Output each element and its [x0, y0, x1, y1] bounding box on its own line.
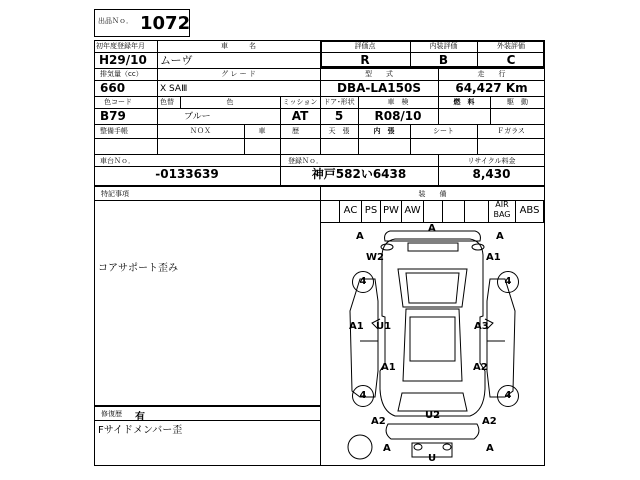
damage-mark: U [428, 453, 437, 464]
label-color-swap: 色替 [160, 98, 174, 106]
equipment-item: ABS [516, 200, 544, 222]
repair-label: 修復歴 [101, 410, 122, 418]
label-drive: 駆 動 [507, 98, 528, 106]
equipment-item [465, 200, 489, 222]
value-interior-grade: B [438, 53, 449, 67]
equipment-label: 装 備 [418, 190, 447, 198]
equipment-item: AW [402, 200, 424, 222]
damage-mark: A3 [474, 321, 489, 332]
value-grade: X SAⅢ [160, 84, 188, 94]
value-model: DBA-LA150S [337, 81, 421, 95]
label-history-2: 歴 [292, 127, 299, 135]
equipment-item: AIR BAG [489, 200, 516, 222]
tire-tread-mark: 4 [352, 271, 374, 293]
value-mission: AT [291, 109, 309, 123]
tire-tread-mark: 4 [497, 385, 519, 407]
damage-mark: A2 [371, 416, 386, 427]
label-interior-trim: 内 張 [373, 127, 395, 135]
label-seat: シート [433, 127, 454, 135]
label-nox: ＮＯＸ [190, 127, 211, 135]
value-chassis-no: -0133639 [155, 167, 219, 181]
value-displacement: 660 [100, 81, 126, 95]
label-model: 型 式 [365, 70, 393, 78]
damage-mark: A [496, 231, 504, 242]
label-inspection: 車 検 [387, 98, 409, 106]
equipment-item: PW [381, 200, 402, 222]
label-car-name: 車 名 [221, 42, 256, 50]
damage-mark: A [383, 443, 391, 454]
label-exterior-grade: 外装評価 [497, 42, 525, 50]
label-chassis-no: 車台Ｎｏ． [100, 157, 135, 165]
label-color-code: 色コード [104, 98, 132, 106]
label-history-1: 車 [258, 127, 266, 135]
equipment-item: AC [340, 200, 362, 222]
damage-mark: A1 [349, 321, 364, 332]
repair-text: Fサイドメンバー歪 [98, 425, 183, 436]
damage-mark: A1 [486, 252, 501, 263]
value-recycle-fee: 8,430 [472, 167, 511, 181]
damage-mark: U1 [376, 321, 392, 332]
value-exterior-grade: C [506, 53, 516, 67]
equipment-item [321, 200, 340, 222]
damage-mark: U2 [425, 410, 441, 421]
repair-panel [94, 406, 321, 466]
label-ceiling: 天 張 [328, 127, 350, 135]
label-score: 評価点 [354, 42, 376, 50]
tire-tread-mark: 4 [497, 271, 519, 293]
equipment-item [443, 200, 465, 222]
label-mission: ミッション [282, 98, 318, 106]
tire-tread-mark: 4 [352, 385, 374, 407]
equipment-item: PS [362, 200, 381, 222]
damage-mark: A [486, 443, 494, 454]
value-inspection: R08/10 [374, 109, 422, 123]
damage-mark: A [428, 223, 436, 234]
damage-mark: A2 [473, 362, 488, 373]
value-color: ブルー [184, 112, 211, 122]
label-recycle-fee: リサイクル料金 [467, 157, 516, 165]
value-score: R [360, 53, 370, 67]
value-color-code: B79 [100, 109, 126, 123]
label-front-glass: Ｆガラス [497, 127, 525, 135]
label-mileage: 走 行 [477, 70, 506, 78]
remarks-label: 特記事項 [101, 190, 129, 198]
label-color: 色 [226, 98, 234, 106]
label-displacement: 排気量（cc） [100, 70, 143, 78]
remarks-panel [94, 186, 321, 406]
value-first-registration: H29/10 [99, 53, 147, 67]
label-grade: グ レ ー ド [221, 70, 256, 78]
damage-mark: A [356, 231, 364, 242]
value-mileage: 64,427 Km [455, 81, 528, 95]
value-car-name: ムーヴ [160, 54, 193, 67]
lot-number-label: 出品Ｎｏ． [98, 17, 133, 25]
label-fuel: 燃 料 [453, 98, 475, 106]
remarks-text: コアサポート歪み [98, 263, 178, 274]
value-plate-no: 神戸582い6438 [311, 167, 407, 181]
lot-number-value: 1072 [140, 13, 191, 34]
lot-number-box [94, 9, 190, 37]
label-door: ドア･形状 [323, 98, 355, 106]
car-diagram [320, 221, 545, 466]
label-maintenance-book: 整備手帳 [100, 127, 128, 135]
damage-mark: A2 [482, 416, 497, 427]
damage-mark: W2 [366, 252, 384, 263]
label-interior-grade: 内装評価 [429, 42, 458, 50]
value-door: 5 [334, 109, 344, 123]
label-first-registration: 初年度登録年月 [96, 42, 145, 50]
equipment-item [424, 200, 443, 222]
damage-mark: A1 [381, 362, 396, 373]
label-plate-no: 登録Ｎｏ． [288, 157, 323, 165]
repair-value: 有 [135, 412, 145, 423]
